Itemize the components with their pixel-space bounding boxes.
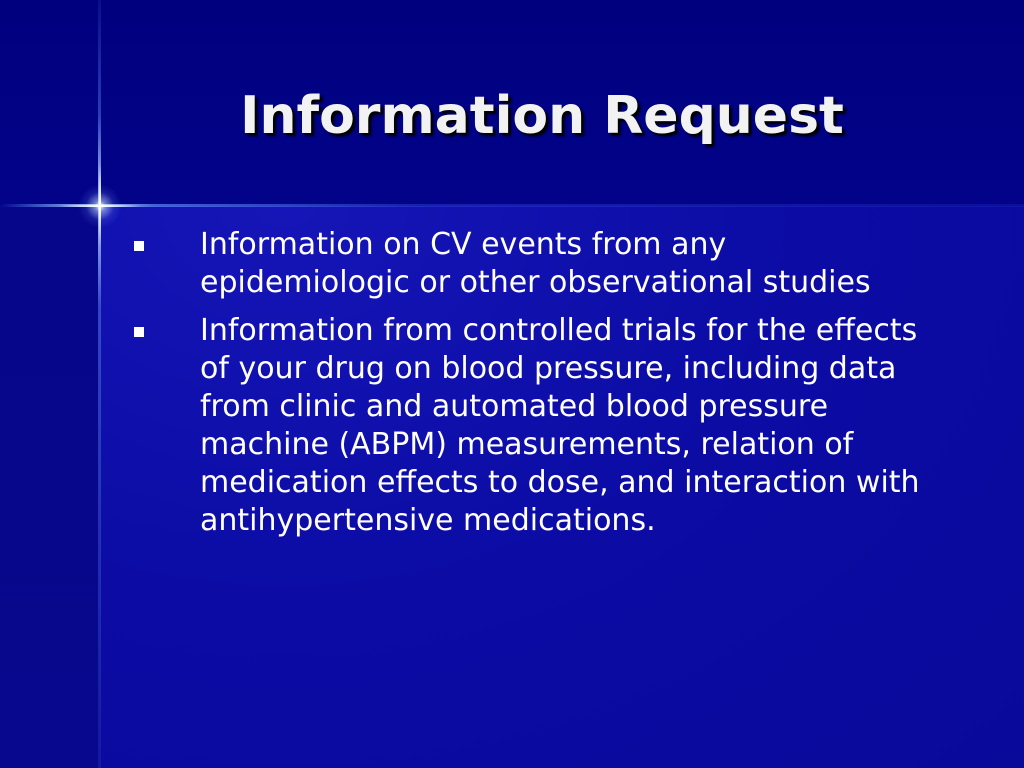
- square-bullet-icon: [134, 327, 144, 337]
- left-band: [0, 206, 100, 768]
- bullet-text: Information on CV events from any epidemiologic or other observational studies: [200, 227, 871, 300]
- square-bullet-icon: [134, 241, 144, 251]
- horizontal-accent-line: [0, 204, 1024, 207]
- bullet-list: [128, 226, 1008, 550]
- bullet-item: [128, 226, 1008, 302]
- bullet-item: [128, 312, 1008, 540]
- bullet-text: Information from controlled trials for the effects of your drug on blood pressure, including data from clinic and automated blood pressure machine (ABPM) measurements, relation of medication effects to dose, and interaction with antihypertensive medications.: [200, 313, 920, 538]
- slide-title: Information Request: [240, 86, 844, 146]
- sparkle-vertical-ray: [99, 165, 101, 245]
